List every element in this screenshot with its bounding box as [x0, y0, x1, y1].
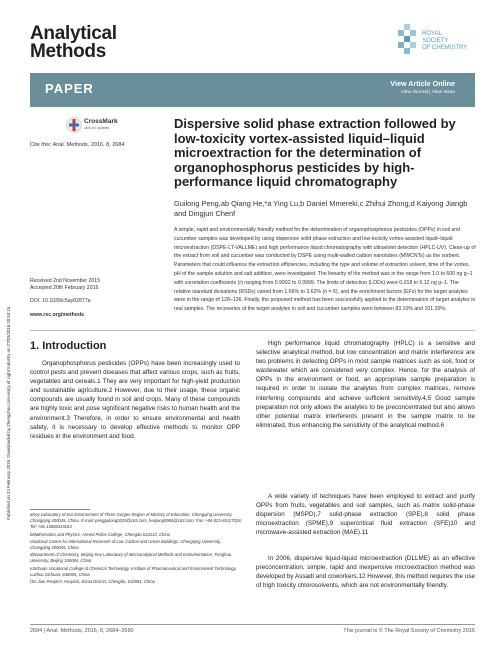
rsc-emblem-icon [392, 22, 422, 62]
view-article-online-link[interactable]: View Article Online [390, 79, 455, 88]
crossmark-sublabel: click for updates [84, 126, 110, 130]
received-date: Received 2nd November 2015 [30, 278, 101, 284]
journal-website-link[interactable]: www.rsc.org/methods [30, 312, 84, 318]
intro-paragraph-2: High performance liquid chromatography (HPLC) is a sensitive and selective analytical method, but low concentration and matrix interference are two problems in detecting OPPs in most sample matrices such as soil, food or wastewater which are considered very complex. Hence, for the analysis of OPPs in the environment or food, an appropriate sample preparation is required in order to isolate the analytes from complex matrices, remove interfering compounds and achieve sufficient sensitivity.4,5 Good sample preparation not only allows the analytes to be preconcentrated but also allows other potential matrix interferents present in the sample matrix to be eliminated, thus enhancing the sensitivity of the analytical method.6 [256, 340, 475, 429]
citation: Cite this: Anal. Methods, 2016, 8, 2684 [30, 142, 125, 148]
received-dates [30, 278, 100, 292]
footer-copyright: This journal is © The Royal Society of Chemistry 2016 [343, 628, 475, 634]
intro-right-column-p1 [256, 339, 475, 430]
publisher-name-line2: OF CHEMISTRY [422, 45, 468, 51]
article-title: Dispersive solid phase extraction followed by low-toxicity vortex-assisted liquid–liquid microextraction for the determination of organophosphorus pesticides by high-performance liquid chromatography [174, 116, 456, 190]
footnote-d: dDepartment of Chemistry, Beijing Key Laboratory of Microanalytical Methods and Instrumentation, Tsinghua University, Beijing 100084, China [30, 552, 232, 564]
section-divider [30, 330, 475, 331]
affiliation-footnotes [30, 512, 242, 586]
journal-name [30, 25, 117, 61]
publisher-name [422, 31, 468, 52]
crossmark-icon [66, 117, 82, 133]
intro-left-column [30, 359, 240, 441]
article-type-label: PAPER [45, 81, 94, 96]
intro-paragraph-1: Organophosphorus pesticides (OPPs) have been increasingly used to control pests and prevent diseases that affect various crops, such as fruits, vegetables and cereals.1 They are very important for high-yield production and sustainable agriculture.2 However, due to their usage, these organic compounds are usually found in soil and crops. Many of these compounds are highly toxic and pose significant negative risks to human health and the environment.3 Therefore, in order to ensure environmental and health safety, it is necessary to develop effective methods to monitor OPP residues in the environment and food. [30, 360, 240, 440]
journal-name-line2: Methods [30, 41, 107, 62]
footer-divider [30, 624, 475, 625]
footer-page-citation: 2684 | Anal. Methods, 2016, 8, 2684–2690 [30, 628, 134, 634]
doi[interactable]: DOI: 10.1039/c5ay02877a [30, 298, 91, 304]
intro-right-column-p2 [256, 492, 475, 537]
footnote-b: bMathematics and Physics, Armed Police College, Chengdu 610213, China [30, 531, 170, 537]
section-heading-introduction: 1. Introduction [30, 340, 107, 352]
intro-right-column-p3 [256, 554, 475, 590]
footnote-f: fJin Jian People's Hospital, Jinnia District, Chengdu, 610081, China [30, 579, 155, 585]
journal-name-line1: Analytical [30, 23, 117, 44]
download-notice: Published on 23 February 2016. Downloaded by Zhengzhou University of Light Industry on 27/03/2016 20:53:15. [6, 305, 11, 520]
intro-paragraph-3: A wide variety of techniques have been employed to extract and purify OPPs from fruits, vegetables and soil samples, such as matrix solid-phase dispersion (MSPD),7 solid-phase extraction (SPE),8 solid phase microextraction (SPME),9 supercritical fluid extraction (SFE)10 and microwave-assisted extraction (MAE).11 [256, 493, 475, 537]
author-list: Guilong Peng,ab Qiang He,*a Ying Lu,b Daniel Mmereki,c Zhihui Zhong,d Kaiyong Jiangb and Dingjun Chenf [174, 199, 468, 218]
footnote-divider [30, 509, 90, 510]
footnote-e: eSichuan Vocational College of Chemical Technology, Institute of Pharmaceutical and Environment Technology, Luzhou Sichuan, 646005, China [30, 565, 237, 577]
footnote-a: aKey Laboratory of Eco-Environment of Three Gorges Region of Ministry of Education, Chongqing University, Chongqing 400045, China. E-mail: penggulong0323@163.com, heqiang0980@163.com; Fax: +86-023-65127226; Tel: +86 13608319163 [30, 512, 242, 530]
intro-paragraph-4: In 2006, dispersive liquid-liquid microextraction (DLLME) as an effective preconcentration, simple, rapid and inexpensive microextraction method was developed by Assadi and coworkers.12 However, this method requires the use of high toxicity chlorosolvents, which are not environmentally friendly. [256, 555, 475, 590]
crossmark-badge[interactable] [66, 117, 118, 135]
crossmark-label: CrossMark [84, 118, 118, 125]
publisher-name-line1: ROYAL SOCIETY [422, 31, 449, 44]
footnote-c: cNational Centre for International Research of Low Carbon and Green Buildings, Chongqing University, Chongqing 400045, China [30, 538, 222, 551]
publisher-logo[interactable] [392, 22, 468, 68]
view-journal-issue-links[interactable]: View Journal | View Issue [400, 90, 455, 95]
accepted-date: Accepted 20th February 2016 [30, 285, 99, 292]
abstract: A simple, rapid and environmentally friendly method for the determination of organophosphorus pesticides (OPPs) in soil and cucumber samples was developed by using dispersive solid phase extraction and low-toxicity vortex-assisted liquid–liquid microextraction (DSPE-LT-VALLME) and high performance liquid chromatography with ultraviolet detection (HPLC-UV). Clean-up of the extract from soil and cucumber was conducted by DSPE using multi-walled carbon nanotubes (MWCNTs) as the sorbent. Parameters that could influence the extraction efficiencies, including the type and volume of extraction solvent, time of the vortex, pH of the sample solution and salt addition, were investigated. The linearity of the method was in the range from 1.0 to 600 ng g−1 with correlation coefficients (r) ranging from 0.9992 to 0.9999. The limits of detection (LODs) were 0.018 to 0.12 ng g−1. The relative standard deviations (RSDs) varied from 1.66% to 3.62% (n = 6), and the enrichment factors (EFs) for the target analytes were in the range of 128–136. Finally, the proposed method has been successfully applied to the determination of target analytes in real samples. The recoveries of the target analytes in soil and cucumber samples were between 83.10% and 101.20%. [174, 227, 476, 313]
